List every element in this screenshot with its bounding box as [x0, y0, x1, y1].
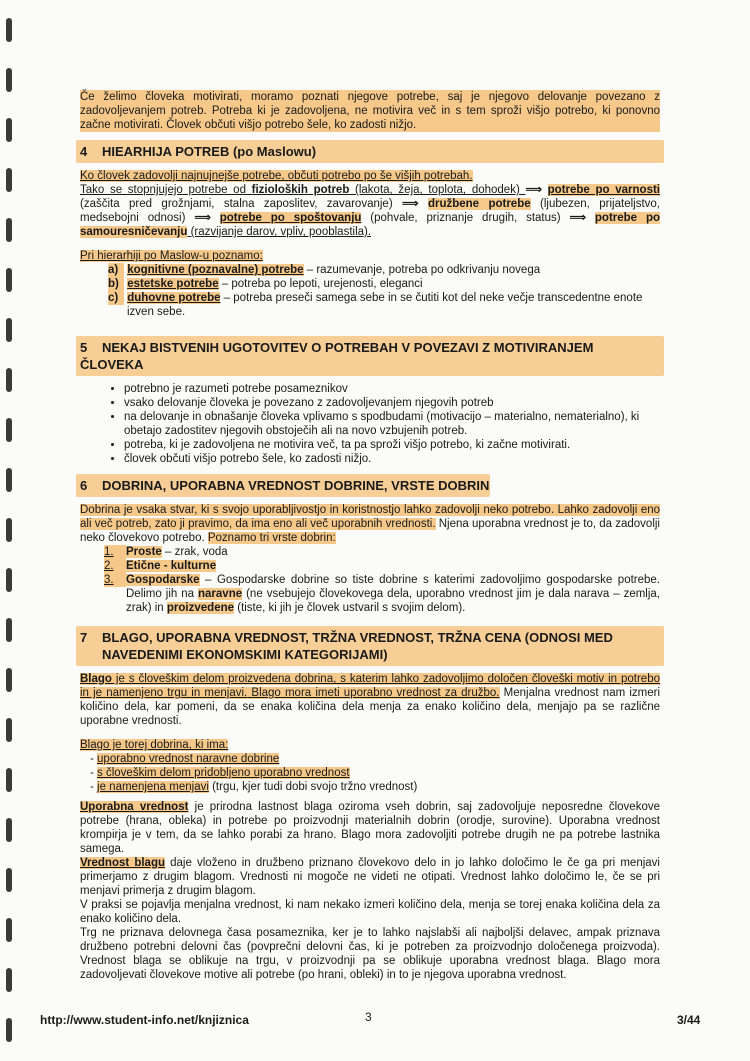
item-letter: c): [108, 291, 124, 305]
text: Blago: [80, 673, 112, 685]
punch-hole: [6, 968, 12, 992]
text: potrebe po varnosti: [547, 184, 660, 196]
item-term: kognitivne (poznavalne) potrebe: [127, 264, 304, 276]
item-term: estetske potrebe: [127, 278, 219, 290]
list-item: • človek občuti višjo potrebo šele, ko zadosti nižjo.: [124, 452, 660, 466]
s7-paragraph-4: [80, 856, 660, 898]
text: Menjalna vrednost nam izmeri količino dela, kar pomeni, da se enaka količina dela menja za enako količino dela, menjajo pa se različne uporabne vrednosti.: [80, 687, 660, 727]
arrow-icon: ⟹: [525, 184, 542, 196]
item-desc: – potreba po lepoti, urejenosti, eleganci: [218, 278, 423, 290]
maslow-list: [108, 263, 660, 319]
s4-line1: [80, 169, 660, 183]
list-item: [108, 277, 660, 291]
punch-hole: [6, 818, 12, 842]
punch-hole: [6, 268, 12, 292]
s7-dash-list: [80, 752, 660, 794]
punch-hole: [6, 568, 12, 592]
punch-hole: [6, 1018, 12, 1042]
item-term: je namenjena menjavi: [97, 781, 209, 793]
section-title: HIEARHIJA POTREB (po Maslowu): [102, 144, 317, 159]
text: (ljubezen, prijateljstvo, medsebojni odnosi): [80, 198, 660, 224]
item-letter: a): [108, 263, 124, 277]
section-6-heading: [80, 477, 660, 494]
section-number: 5: [80, 340, 88, 355]
item-term: Proste: [126, 546, 162, 558]
s4-line1-text: Ko človek zadovolji najnujnejše potrebe, občuti potrebo po še višjih potrebah.: [80, 170, 473, 182]
list-item: • potrebno je razumeti potrebe posameznikov: [124, 382, 660, 396]
punch-hole: [6, 518, 12, 542]
item-term: duhovne potrebe: [127, 292, 221, 304]
section-number: 7: [80, 630, 88, 645]
item-desc: – zrak, voda: [161, 546, 228, 558]
list-item: • na delovanje in obnašanje človeka vplivamo s spodbudami (motivacijo – materialno, nematerialno), ki obetajo zadostitev njegovih obstoječih ali na novo vzbujenih potreb.: [124, 410, 660, 438]
item-number: 3.: [104, 573, 126, 587]
punch-hole: [6, 718, 12, 742]
list-item: [108, 291, 660, 319]
punch-hole: [6, 668, 12, 692]
text: Njena uporabna vrednost je to, da zadovolji neko človekovo potrebo.: [80, 518, 660, 544]
text: družbene potrebe: [427, 198, 531, 210]
list-item: [104, 545, 660, 559]
item-term: Gospodarske: [126, 574, 200, 586]
text: Vrednost blagu: [80, 857, 165, 869]
item-number: 1.: [104, 545, 126, 559]
punch-hole: [6, 618, 12, 642]
item-term: Etične - kulturne: [126, 560, 217, 572]
item-term: s človeškim delom pridobljeno uporabno vrednost: [97, 767, 350, 779]
punch-hole: [6, 68, 12, 92]
s7-paragraph-2: [80, 738, 660, 752]
punch-hole: [6, 218, 12, 242]
text: potrebe po samouresničevanju: [80, 212, 660, 238]
list-item: • vsako delovanje človeka je povezano z zadovoljevanjem njegovih potreb: [124, 396, 660, 410]
text: je s človeškim delom proizvedena dobrina, s katerim lahko zadovoljimo določen človeški motiv in potrebo in je namenjeno trgu in menjavi.: [80, 673, 660, 699]
section-title: NEKAJ BISTVENIH UGOTOVITEV O POTREBAH V POVEZAVI Z MOTIVIRANJEM ČLOVEKA: [80, 340, 594, 372]
arrow-icon: ⟹: [402, 198, 419, 210]
list-item: [97, 780, 660, 794]
list-item: [104, 559, 660, 573]
section-title: BLAGO, UPORABNA VREDNOST, TRŽNA VREDNOST, TRŽNA CENA (ODNOSI MED NAVEDENIMI EKONOMSKIMI KATEGORIJAMI): [102, 630, 613, 662]
text: Lahko zadovolji eno ali več potreb, zato ji pravimo, da ima eno ali več uporabnih vrednosti.: [80, 504, 661, 530]
item-number: 2.: [104, 559, 126, 573]
punch-hole: [6, 318, 12, 342]
punch-hole: [6, 368, 12, 392]
s6-paragraph: [80, 503, 660, 545]
text: (razvijanje darov, vpliv, pooblastila).: [187, 226, 372, 238]
text: (tiste, ki jih je človek ustvaril s svojim delom).: [234, 602, 466, 614]
text: fizioloških potreb: [251, 184, 350, 196]
intro-paragraph: Če želimo človeka motivirati, moramo poznati njegove potrebe, saj je njegovo delovanje povezano z zadovoljevanjem potreb. Potreba ki je zadovoljena, ne motivira več in s tem sproži višjo potrebo, ki ponovno začne motivirati. Človek občuti višjo potrebo šele, ko zadosti nižjo.: [80, 91, 660, 131]
s7-paragraph-1: [80, 672, 660, 728]
list-item: [97, 766, 660, 780]
section-4-heading: [80, 143, 660, 160]
s5-bullet-list: [80, 382, 660, 466]
list-item: [104, 573, 660, 615]
text: proizvedene: [166, 602, 235, 614]
s4-hierarchy-paragraph: [80, 183, 660, 239]
punch-hole: [6, 418, 12, 442]
section-5-heading: [80, 339, 660, 373]
text: (lakota, žeja, toplota, dohodek): [349, 184, 526, 196]
item-desc: (trgu, kjer tudi dobi svojo tržno vrednost): [208, 781, 418, 793]
punch-hole: [6, 918, 12, 942]
s7-paragraph-5: V praksi se pojavlja menjalna vrednost, ki nam nekako izmeri količino dela, menja se torej enaka količina dela za enako količino dela.: [80, 899, 660, 925]
item-desc: – potreba preseči samega sebe in se čutiti kot del neke večje transcedentne enote izven sebe.: [127, 292, 643, 318]
text: Pri hierarhiji po Maslow-u poznamo:: [80, 250, 263, 262]
dobrine-list: [104, 545, 660, 615]
list-item: [108, 263, 660, 277]
page-number: 3: [365, 1010, 372, 1024]
arrow-icon: ⟹: [569, 212, 586, 224]
punch-hole: [6, 768, 12, 792]
s7-paragraph-3: [80, 800, 660, 856]
text: Uporabna vrednost: [80, 801, 189, 813]
section-number: 6: [80, 478, 88, 493]
list-item: [97, 752, 660, 766]
page-total: 3/44: [677, 1013, 701, 1027]
text: naravne: [198, 588, 243, 600]
text: (zaščita pred grožnjami, stalna zaposlitev, zavarovanje): [80, 198, 403, 210]
maslow-intro: [80, 249, 660, 263]
punch-hole: [6, 468, 12, 492]
punch-hole: [6, 118, 12, 142]
s7-paragraph-6: Trg ne priznava delovnega časa posameznika, ker je to lahko najslabši ali najboljši delavec, ampak priznava družbeno potrebni delovni čas (povprečni delovni čas, ki je potreben za proizvodnjo določenega proizvoda). Vrednost blaga se oblikuje na trgu, v proizvodnji pa se oblikuje uporabna vrednost blaga. Blago mora zadovoljevati človekove motive ali potrebe (po hrani, obleki) in to je njegova uporabna vrednost.: [80, 927, 660, 981]
section-title: DOBRINA, UPORABNA VREDNOST DOBRINE, VRSTE DOBRIN: [102, 478, 490, 493]
text: potrebe po spoštovanju: [219, 212, 362, 224]
document-page: [80, 90, 660, 982]
text: (ne vsebujejo človekovega dela, uporabno vrednost jim je dala narava – zemlja, zrak) in: [126, 588, 660, 614]
text: Blago je torej dobrina, ki ima:: [80, 739, 229, 751]
arrow-icon: ⟹: [194, 212, 211, 224]
section-number: 4: [80, 144, 88, 159]
text: (pohvale, priznanje drugih, status): [361, 212, 570, 224]
text: Dobrina je vsaka stvar, ki s svojo uporabljivostjo in koristnostjo lahko zadovolji neko potrebo.: [80, 504, 555, 516]
item-desc: – razumevanje, potreba po odkrivanju novega: [303, 264, 541, 276]
text: Tako se stopnjujejo potrebe od: [80, 184, 252, 196]
footer-url[interactable]: http://www.student-info.net/knjiznica: [40, 1013, 249, 1027]
text: Poznamo tri vrste dobrin:: [207, 532, 336, 544]
item-term: uporabno vrednost naravne dobrine: [97, 753, 280, 765]
punch-hole: [6, 868, 12, 892]
text: daje vloženo in družbeno priznano človekovo delo in jo lahko določimo le če ga pri menjavi primerjamo z drugim blagom. Vrednosti ni mogoče ne videti ne otipati. Vrednost lahko določimo le, če se pri menjavi primerja z drugim blagom.: [80, 857, 660, 897]
item-desc: – Gospodarske dobrine so tiste dobrine s katerimi zadovoljimo gospodarske potrebe. Delimo jih na: [126, 574, 660, 600]
text: Blago mora imeti uporabno vrednost za družbo.: [247, 687, 500, 699]
list-item: • potreba, ki je zadovoljena ne motivira več, ta pa sproži višjo potrebo, ki začne motivirati.: [124, 438, 660, 452]
text: je prirodna lastnost blaga oziroma vseh dobrin, saj zadovoljuje neposredne človekove potrebe (hrana, obleka) in potrebe po proizvodnji materialnih dobrin (orodje, surovine). Uporabna vrednost krompirja je v tem, da se lahko porabi za hrano. Blago mora zadovoljiti potrebe drugih ne pa potrebe lastnika samega.: [80, 801, 660, 855]
punch-hole: [6, 168, 12, 192]
item-letter: b): [108, 277, 124, 291]
section-7-heading: [80, 629, 660, 663]
punch-hole: [6, 18, 12, 42]
